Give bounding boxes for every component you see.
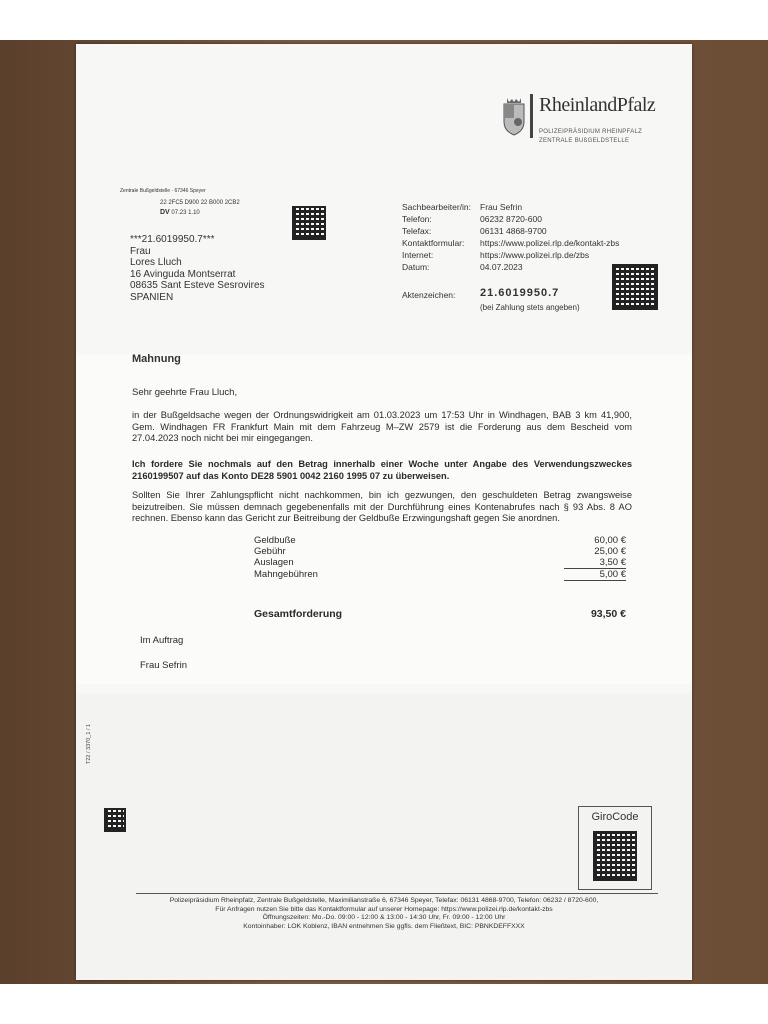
coat-of-arms-icon — [501, 96, 527, 136]
dv-value: 07.23 1.10 — [171, 210, 200, 216]
contact-row-date: Datum: 04.07.2023 — [402, 262, 523, 272]
aktenzeichen-label: Aktenzeichen: — [402, 290, 456, 300]
closing-line-1: Im Auftrag — [140, 635, 184, 646]
contact-row-internet: Internet: https://www.polizei.rlp.de/zbs — [402, 250, 590, 260]
recipient-salutation: Frau — [130, 245, 151, 257]
logo-divider — [530, 94, 533, 138]
footer-line: Für Anfragen nutzen Sie bitte das Kontaktformular auf unserer Homepage: https://www.polizei.rlp.de/kontakt-zbs — [215, 905, 553, 913]
recipient-address — [130, 234, 265, 303]
paragraph-2: Ich fordere Sie nochmals auf den Betrag innerhalb einer Woche unter Angabe des Verwendungszweckes 2160199507 auf das Konto DE28 5901 0042 2160 1995 07 zu überweisen. — [132, 459, 632, 481]
footer — [76, 897, 692, 931]
contact-row-fax: Telefax: 06131 4868-9700 — [402, 226, 547, 236]
fee-row: Auslagen 3,50 € — [254, 557, 626, 568]
recipient-street: 16 Avinguda Montserrat — [130, 268, 236, 280]
qr-code-icon — [593, 831, 637, 881]
paragraph-3: Sollten Sie Ihrer Zahlungspflicht nicht nachkommen, bin ich gezwungen, den geschuldeten Betrag zwangsweise beizutreiben. Sie müssen demnach gegebenenfalls mit der Durchführung eines Kontenabrufes nach § 93 Abs. 8 AO rechnen. Ebenso kann das Gericht zur Beitreibung der Geldbuße Erzwingungshaft gegen Sie anordnen. — [132, 490, 632, 523]
footer-line: Kontoinhaber: LOK Koblenz, IBAN entnehmen Sie ggfls. dem Fließtext, BIC: PBNKDEFFXXX — [243, 922, 525, 930]
greeting: Sehr geehrte Frau Lluch, — [132, 387, 238, 398]
fee-row: Mahngebühren 5,00 € — [254, 569, 626, 580]
aktenzeichen-note: (bei Zahlung stets angeben) — [480, 303, 580, 312]
aktenzeichen-value: 21.6019950.7 — [480, 287, 560, 299]
total-row: Gesamtforderung 93,50 € — [254, 608, 626, 620]
dv-line — [160, 209, 200, 216]
contact-row-clerk: Sachbearbeiter/in: Frau Sefrin — [402, 202, 523, 212]
dv-label: DV — [160, 209, 170, 216]
recipient-ref: ***21.6019950.7*** — [130, 234, 215, 245]
paragraph-1: in der Bußgeldsache wegen der Ordnungswidrigkeit am 01.03.2023 um 17:53 Uhr in Windhagen, BAB 3 km 41,900, Gem. Windhagen FR Frankfurt Main mit dem Fahrzeug M–ZW 2579 ist die Forderung aus dem Bescheid vom 27.04.2023 noch nicht bei mir eingegangen. — [132, 410, 632, 443]
girocode-label: GiroCode — [591, 811, 639, 823]
code-line: 22 2FC5 D900 22 B000 2CB2 — [160, 200, 240, 206]
footer-line: Polizeipräsidium Rheinpfalz, Zentrale Bußgeldstelle, Maximilianstraße 6, 67346 Speyer, Telefax: 06131 4868-9700, Telefon: 06232 / 8720-600, — [169, 897, 599, 904]
logo-name: RheinlandPfalz — [539, 94, 656, 116]
recipient-name: Lores Lluch — [130, 257, 182, 268]
fee-row: Geldbuße 60,00 € — [254, 535, 626, 546]
fee-underline — [564, 580, 626, 581]
footer-divider — [136, 893, 658, 894]
fee-row: Gebühr 25,00 € — [254, 546, 626, 557]
logo-subtitle-2: ZENTRALE BUßGELDSTELLE — [539, 138, 630, 144]
recipient-city: 08635 Sant Esteve Sesrovires — [130, 280, 265, 291]
recipient-country: SPANIEN — [130, 291, 174, 303]
signature-name: Frau Sefrin — [140, 660, 187, 671]
footer-line: Öffnungszeiten: Mo.-Do. 09:00 - 12:00 & 13:00 - 14:30 Uhr, Fr. 09:00 - 12:00 Uhr — [262, 914, 506, 921]
letter-title: Mahnung — [132, 353, 181, 365]
contact-row-form: Kontaktformular: https://www.polizei.rlp.de/kontakt-zbs — [402, 238, 620, 248]
contact-row-phone: Telefon: 06232 8720-600 — [402, 214, 542, 224]
qr-code-icon — [104, 808, 126, 832]
sender-line: Zentrale Bußgeldstelle · 67346 Speyer — [120, 188, 206, 194]
side-code: T22 / 3370_1 / 1 — [86, 723, 92, 764]
qr-code-icon — [292, 206, 326, 240]
logo-subtitle-1: POLIZEIPRÄSIDIUM RHEINPFALZ — [539, 129, 643, 135]
letter-page — [76, 44, 692, 980]
girocode-box — [578, 806, 652, 890]
qr-code-icon — [612, 264, 658, 310]
